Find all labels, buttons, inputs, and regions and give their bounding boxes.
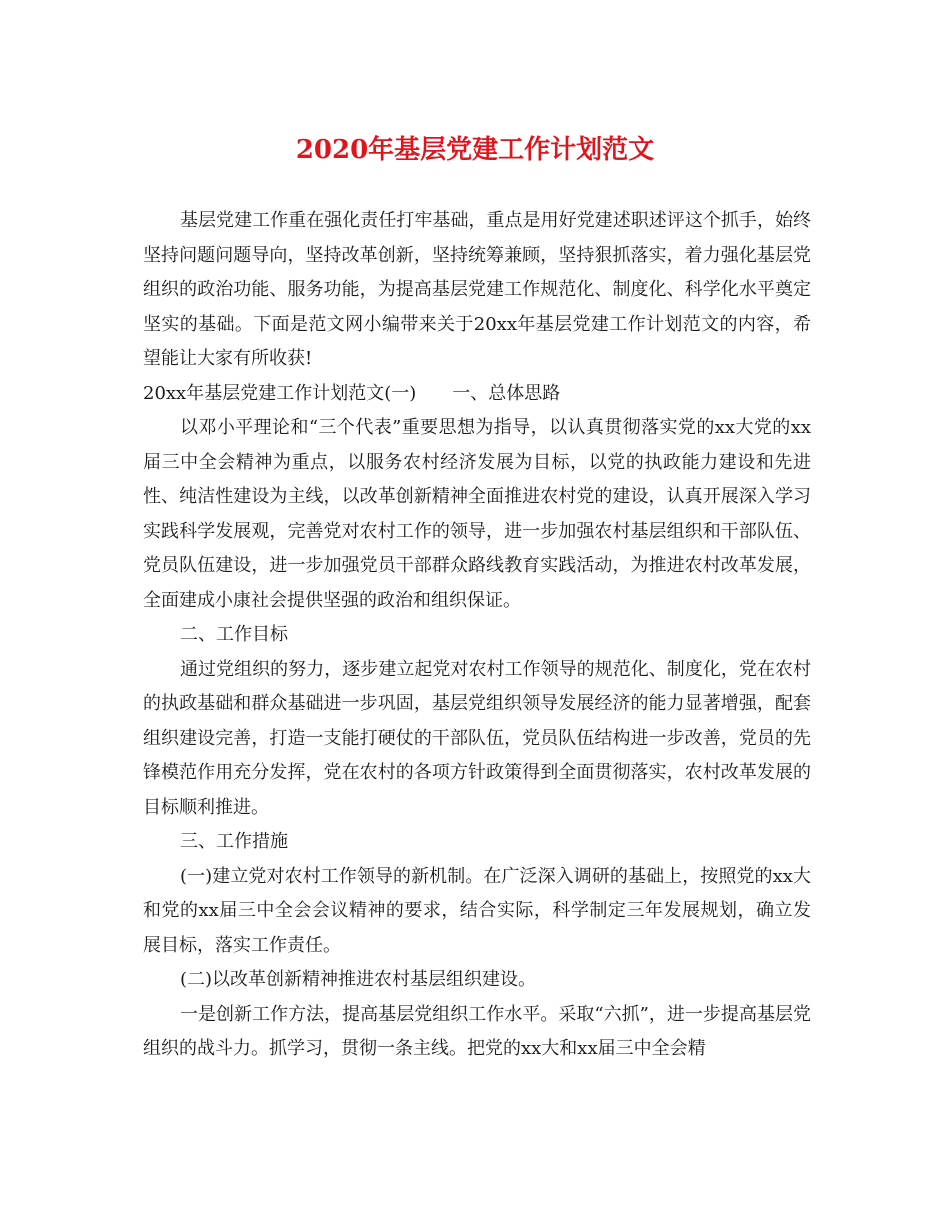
section-heading-measures: 三、工作措施 <box>180 831 288 852</box>
section-heading-overall: 20xx年基层党建工作计划范文(一) 一、总体思路 <box>143 382 561 404</box>
intro-paragraph: 基层党建工作重在强化责任打牢基础，重点是用好党建述职述评这个抓手，始终坚持问题问题导向，坚持改革创新，坚持统筹兼顾，坚持狠抓落实，着力强化基层党组织的政治功能、服务功能，为提高基层党建工作规范化、制度化、科学化水平奠定坚实的基础。下面是范文网小编带来关于20xx年基层党建工作计划范文的内容，希望能让大家有所收获! <box>143 210 811 369</box>
paragraph-measure-one: (一)建立党对农村工作领导的新机制。在广泛深入调研的基础上，按照党的xx大和党的xx届三中全会会议精神的要求，结合实际，科学制定三年发展规划，确立发展目标，落实工作责任。 <box>143 865 811 956</box>
document-body <box>143 204 811 1067</box>
paragraph-measure-two: (二)以改革创新精神推进农村基层组织建设。 <box>180 969 537 990</box>
paragraph-overall-thinking: 以邓小平理论和“三个代表”重要思想为指导，以认真贯彻落实党的xx大党的xx届三中全会精神为重点，以服务农村经济发展为目标，以党的执政能力建设和先进性、纯洁性建设为主线，以改革创新精神全面推进农村党的建设，认真开展深入学习实践科学发展观，完善党对农村工作的领导，进一步加强农村基层组织和干部队伍、党员队伍建设，进一步加强党员干部群众路线教育实践活动，为推进农村改革发展，全面建成小康社会提供坚强的政治和组织保证。 <box>143 417 811 611</box>
paragraph-goals: 通过党组织的努力，逐步建立起党对农村工作领导的规范化、制度化，党在农村的执政基础和群众基础进一步巩固，基层党组织领导发展经济的能力显著增强，配套组织建设完善，打造一支能打硬仗的干部队伍，党员队伍结构进一步改善，党员的先锋模范作用充分发挥，党在农村的各项方针政策得到全面贯彻落实，农村改革发展的目标顺利推进。 <box>143 658 811 818</box>
paragraph-innovation: 一是创新工作方法，提高基层党组织工作水平。采取“六抓”，进一步提高基层党组织的战斗力。抓学习，贯彻一条主线。把党的xx大和xx届三中全会精 <box>143 1003 811 1059</box>
section-heading-goals: 二、工作目标 <box>180 624 288 645</box>
document-title: 2020年基层党建工作计划范文 <box>295 135 655 165</box>
